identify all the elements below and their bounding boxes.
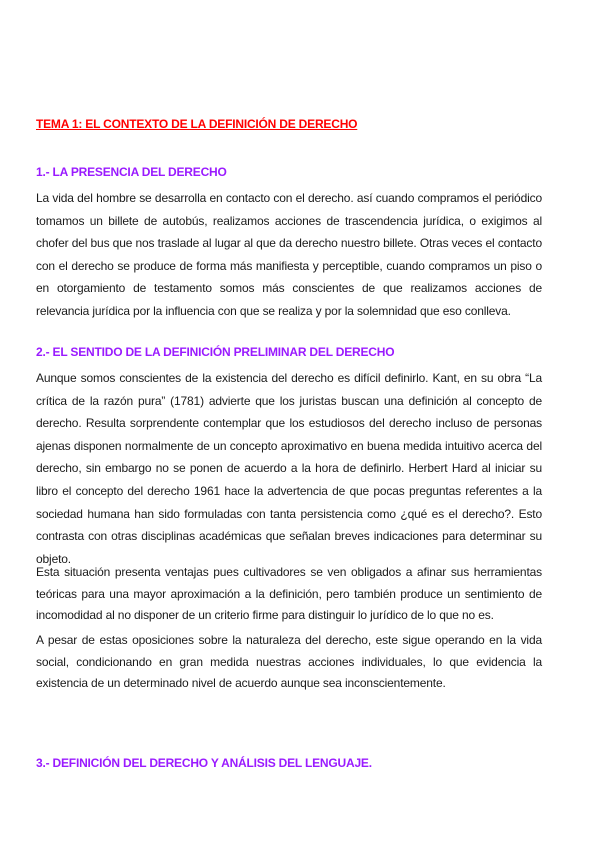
section-2-paragraph-2: Esta situación presenta ventajas pues cultivadores se ven obligados a afinar sus herramientas teóricas para una mayor aproximación a la definición, pero también produce un sentimiento de incomodidad al no disponer de un criterio firme para distinguir lo jurídico de lo que no es.	[36, 565, 542, 622]
section-1-paragraph-1: La vida del hombre se desarrolla en contacto con el derecho. así cuando compramos el periódico tomamos un billete de autobús, realizamos acciones de trascendencia jurídica, o exigimos al chofer del bus que nos traslade al lugar al que da derecho nuestro billete. Otras veces el contacto con el derecho se produce de forma más manifiesta y perceptible, cuando compramos un piso o en otorgamiento de testamento somos más conscientes de que realizamos acciones de relevancia jurídica por la influencia con que se realiza y por la solemnidad que eso conlleva.	[36, 191, 542, 318]
document-page	[36, 0, 542, 848]
section-2-paragraph-1: Aunque somos conscientes de la existencia del derecho es difícil definirlo. Kant, en su obra “La crítica de la razón pura” (1781) advierte que los juristas buscan una definición al concepto de derecho. Resulta sorprendente contemplar que los estudiosos del derecho incluso de personas ajenas disponen normalmente de un concepto aproximativo en buena medida intuitivo acerca del derecho, sin embargo no se ponen de acuerdo a la hora de definirlo. Herbert Hard al iniciar su libro el concepto del derecho 1961 hace la advertencia de que pocas preguntas referentes a la sociedad humana han sido formuladas con tanta persistencia como ¿qué es el derecho?. Esto contrasta con otras disciplinas académicas que señalan breves indicaciones para determinar su objeto.	[36, 371, 542, 566]
section-heading-1: 1.- LA PRESENCIA DEL DERECHO	[36, 165, 227, 179]
section-2-paragraph-3: A pesar de estas oposiciones sobre la naturaleza del derecho, este sigue operando en la vida social, condicionando en gran medida nuestras acciones individuales, lo que evidencia la existencia de un determinado nivel de acuerdo aunque sea inconscientemente.	[36, 633, 542, 690]
document-title: TEMA 1: EL CONTEXTO DE LA DEFINICIÓN DE DERECHO	[36, 117, 358, 131]
section-heading-2: 2.- EL SENTIDO DE LA DEFINICIÓN PRELIMINAR DEL DERECHO	[36, 345, 395, 359]
section-heading-3: 3.- DEFINICIÓN DEL DERECHO Y ANÁLISIS DEL LENGUAJE.	[36, 756, 372, 770]
